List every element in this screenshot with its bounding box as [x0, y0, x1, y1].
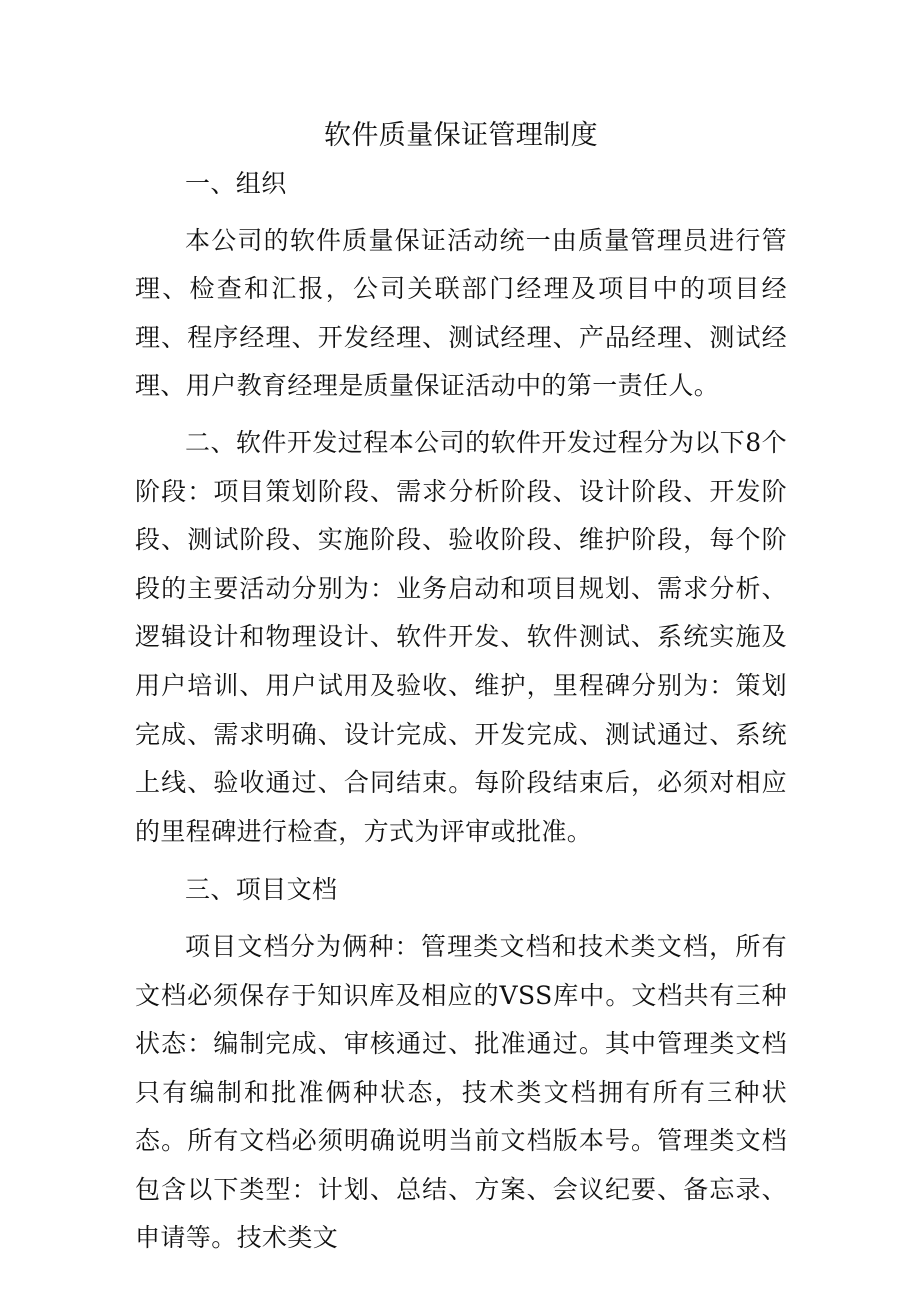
spacer	[135, 411, 787, 419]
document-title: 软件质量保证管理制度	[324, 120, 598, 151]
section-heading-project-documents: 三、项目文档	[185, 875, 338, 905]
paragraph-organization: 本公司的软件质量保证活动统一由质量管理员进行管理、检查和汇报，公司关联部门经理及项目中的项目经理、程序经理、开发经理、测试经理、产品经理、测试经理、用户教育经理是质量保证活动中的第一责任人。	[135, 225, 787, 401]
paragraph-development-process: 二、软件开发过程本公司的软件开发过程分为以下8个阶段：项目策划阶段、需求分析阶段、设计阶段、开发阶段、测试阶段、实施阶段、验收阶段、维护阶段，每个阶段的主要活动分别为：业务启动和项目规划、需求分析、逻辑设计和物理设计、软件开发、软件测试、系统实施及用户培训、用户试用及验收、维护，里程碑分别为：策划完成、需求明确、设计完成、开发完成、测试通过、系统上线、验收通过、合同结束。每阶段结束后，必须对相应的里程碑进行检查，方式为评审或批准。	[135, 427, 787, 846]
document-page	[135, 112, 787, 1263]
paragraph-project-documents: 项目文档分为俩种：管理类文档和技术类文档，所有文档必须保存于知识库及相应的VSS库中。文档共有三种状态：编制完成、审核通过、批准通过。其中管理类文档只有编制和批准俩种状态，技术类文档拥有所有三种状态。所有文档必须明确说明当前文档版本号。管理类文档包含以下类型：计划、总结、方案、会议纪要、备忘录、申请等。技术类文	[135, 931, 787, 1253]
spacer	[135, 915, 787, 923]
spacer	[135, 856, 787, 866]
spacer	[135, 209, 787, 217]
section-heading-organization: 一、组织	[185, 169, 287, 198]
